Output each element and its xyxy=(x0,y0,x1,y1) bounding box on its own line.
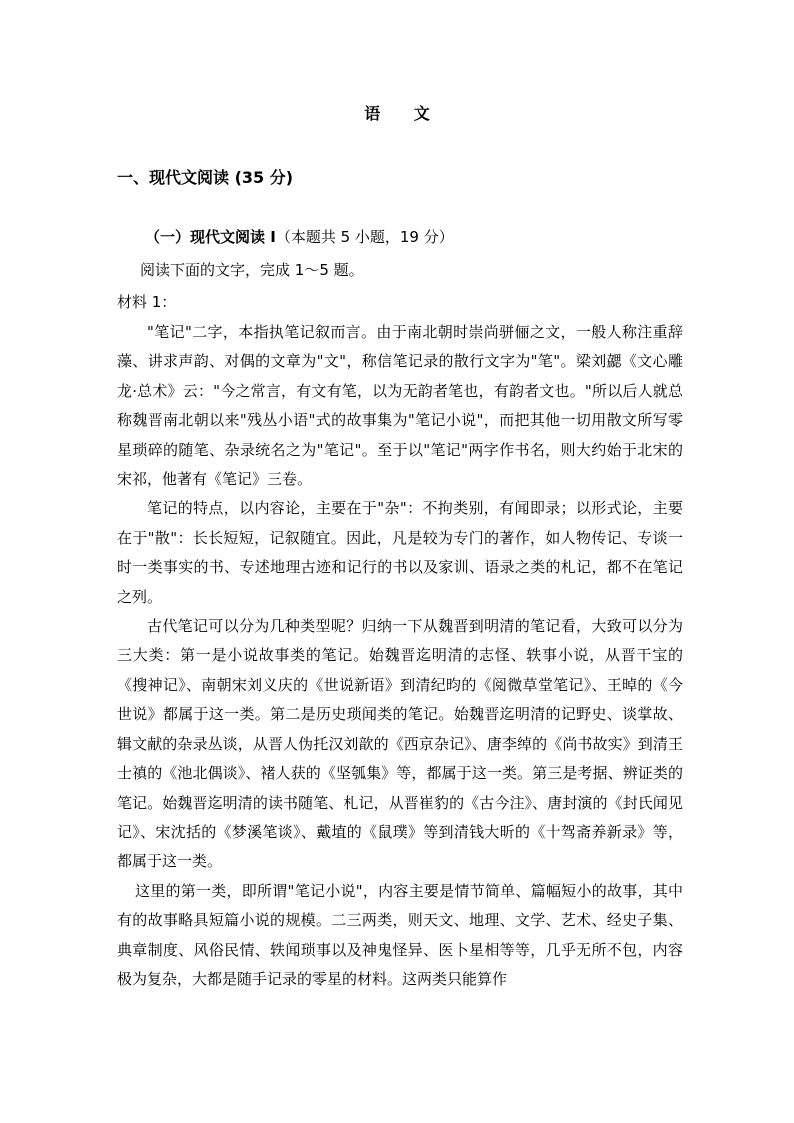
passage-paragraph: 古代笔记可以分为几种类型呢？归纳一下从魏晋到明清的笔记看，大致可以分为三大类：第一是小说故事类的笔记。始魏晋迄明清的志怪、轶事小说，从晋干宝的《搜神记》、南朝宋刘义庆的《世说新语》到清纪昀的《阅微草堂笔记》、王晫的《今世说》都属于这一类。第二是历史琐闻类的笔记。始魏晋迄明清的记野史、谈掌故、辑文献的杂录丛谈，从晋人伪托汉刘歆的《西京杂记》、唐李绰的《尚书故实》到清王士禛的《池北偶谈》、褚人获的《坚瓠集》等，都属于这一类。第三是考据、辨证类的笔记。始魏晋迄明清的读书随笔、札记，从晋崔豹的《古今注》、唐封演的《封氏闻见记》、宋沈括的《梦溪笔谈》、戴埴的《鼠璞》等到清钱大昕的《十驾斋养新录》等，都属于这一类。 xyxy=(117,617,683,871)
sub-heading-title: （一）现代文阅读 I xyxy=(145,228,276,246)
page-title: 语 文 xyxy=(364,104,444,123)
sub-heading-detail: （本题共 5 小题，19 分） xyxy=(275,228,454,246)
sub-heading xyxy=(145,226,454,247)
reading-instruction: 阅读下面的文字，完成 1～5 题。 xyxy=(140,261,364,279)
passage-paragraph: 这里的第一类，即所谓"笔记小说"，内容主要是情节简单、篇幅短小的故事，其中有的故事略具短篇小说的规模。二三两类，则天文、地理、文学、艺术、经史子集、典章制度、风俗民情、轶闻琐事以及神鬼怪异、医卜星相等等，几乎无所不包，内容极为复杂，大都是随手记录的零星的材料。这两类只能算作 xyxy=(117,881,683,988)
material-label: 材料 1： xyxy=(117,293,177,311)
passage-paragraph: "笔记"二字，本指执笔记叙而言。由于南北朝时崇尚骈俪之文，一般人称注重辞藻、讲求声韵、对偶的文章为"文"，称信笔记录的散行文字为"笔"。梁刘勰《文心雕龙·总术》云："今之常言，有文有笔，以为无韵者笔也，有韵者文也。"所以后人就总称魏晋南北朝以来"残丛小语"式的故事集为"笔记小说"，而把其他一切用散文所写零星琐碎的随笔、杂录统名之为"笔记"。至于以"笔记"两字作书名，则大约始于北宋的宋祁，他著有《笔记》三卷。 xyxy=(117,323,683,489)
passage-body xyxy=(117,318,683,994)
section-heading: 一、现代文阅读 (35 分) xyxy=(117,168,294,187)
passage-paragraph: 笔记的特点，以内容论，主要在于"杂"：不拘类别，有闻即录；以形式论，主要在于"散"：长长短短，记叙随宜。因此，凡是较为专门的著作，如人物传记、专谈一时一类事实的书、专述地理古迹和记行的书以及家训、语录之类的札记，都不在笔记之列。 xyxy=(117,499,683,606)
